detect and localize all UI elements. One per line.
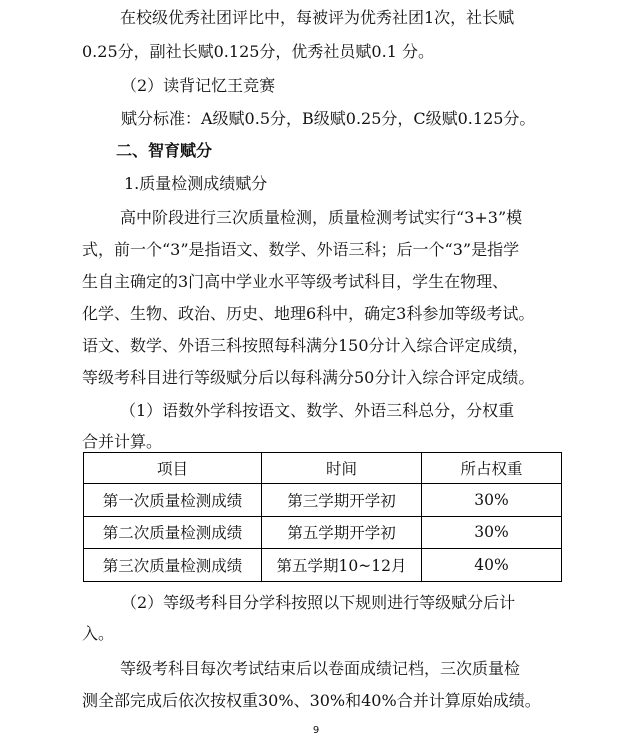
table-cell: 第三次质量检测成绩 bbox=[84, 549, 262, 582]
paragraph-line: 化学、生物、政治、历史、地理6科中，确定3科参加等级考试。 bbox=[82, 304, 535, 323]
section-heading: 二、智育赋分 bbox=[116, 141, 213, 160]
table-cell: 第五学期10~12月 bbox=[262, 549, 422, 582]
page-number: 9 bbox=[312, 725, 320, 736]
paragraph-line: 语文、数学、外语三科按照每科满分150分计入综合评定成绩， bbox=[82, 336, 529, 355]
column-header: 项目 bbox=[84, 453, 262, 484]
item-heading: （2）读背记忆王竞赛 bbox=[121, 76, 276, 95]
paragraph-line: 在校级优秀社团评比中，每被评为优秀社团1次，社长赋 bbox=[120, 8, 515, 27]
table-cell: 30% bbox=[422, 516, 562, 549]
paragraph-line: 合并计算。 bbox=[82, 432, 163, 451]
paragraph-line: 入。 bbox=[82, 624, 115, 643]
paragraph-line: 高中阶段进行三次质量检测，质量检测考试实行“3+3”模 bbox=[120, 208, 523, 227]
column-header: 时间 bbox=[262, 453, 422, 484]
paragraph-line: 生自主确定的3门高中学业水平等级考试科目，学生在物理、 bbox=[82, 272, 509, 291]
paragraph-line: 测全部完成后依次按权重30%、30%和40%合并计算原始成绩。 bbox=[82, 691, 541, 710]
table-cell: 第五学期开学初 bbox=[262, 516, 422, 549]
paragraph-line: 等级考科目每次考试结束后以卷面成绩记档，三次质量检 bbox=[120, 659, 521, 678]
table-row bbox=[84, 549, 562, 582]
table-cell: 第三学期开学初 bbox=[262, 484, 422, 517]
table-row bbox=[84, 484, 562, 517]
table-cell: 第一次质量检测成绩 bbox=[84, 484, 262, 517]
column-header: 所占权重 bbox=[422, 453, 562, 484]
table-cell: 30% bbox=[422, 484, 562, 517]
table-header-row bbox=[84, 453, 562, 484]
paragraph-line: 等级考科目进行等级赋分后以每科满分50分计入综合评定成绩。 bbox=[82, 368, 535, 387]
paragraph-line: 赋分标准：A级赋0.5分，B级赋0.25分，C级赋0.125分。 bbox=[121, 109, 536, 128]
table-row bbox=[84, 516, 562, 549]
table-cell: 第二次质量检测成绩 bbox=[84, 516, 262, 549]
paragraph-line: （2）等级考科目分学科按照以下规则进行等级赋分后计 bbox=[121, 593, 516, 612]
paragraph-line: 式，前一个“3”是指语文、数学、外语三科；后一个“3”是指学 bbox=[82, 240, 520, 259]
weight-table bbox=[83, 452, 562, 582]
paragraph-line: 0.25分，副社长赋0.125分，优秀社员赋0.1 分。 bbox=[82, 42, 434, 61]
table-cell: 40% bbox=[422, 549, 562, 582]
subsection-heading: 1.质量检测成绩赋分 bbox=[124, 174, 268, 193]
paragraph-line: （1）语数外学科按语文、数学、外语三科总分，分权重 bbox=[120, 401, 515, 420]
